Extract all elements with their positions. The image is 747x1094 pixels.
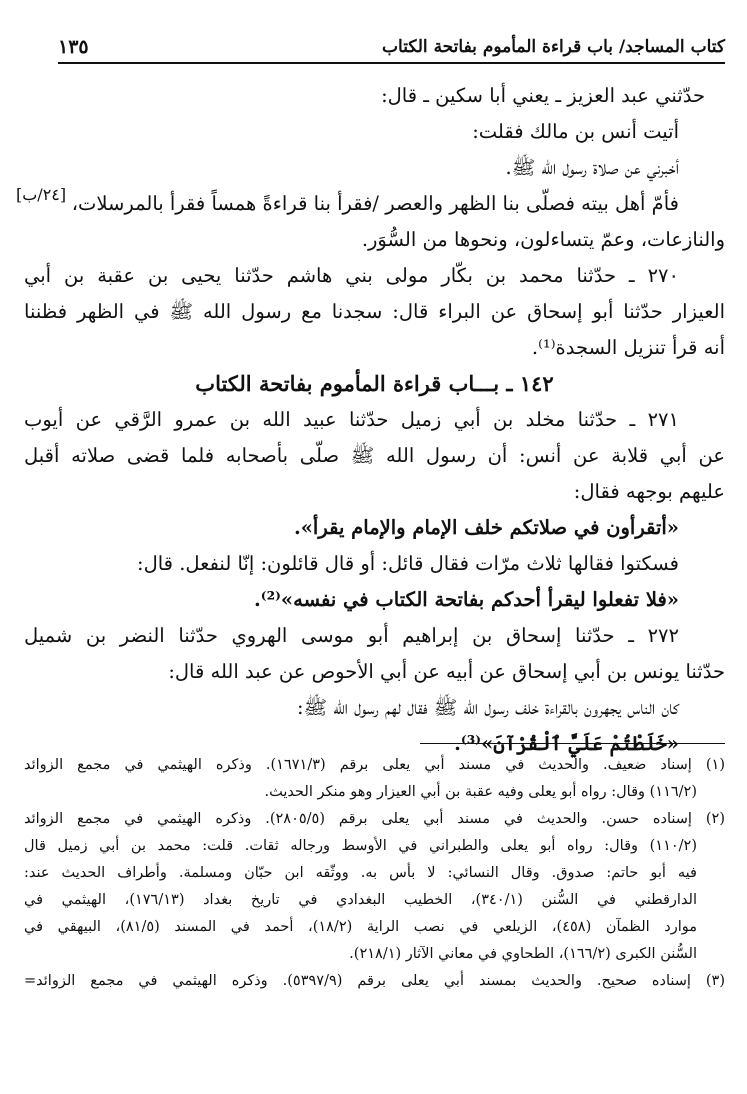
footnote-line: موارد الظمآن (٤٥٨)، الزيلعي في نصب الراية (١٨/٢)، أحمد في المسند (٨١/٥)، البيهقي في	[24, 919, 698, 935]
text-line: والنازعات، وعمّ يتساءلون، ونحوها من السُّوَر.	[361, 228, 725, 251]
footnote-separator	[420, 743, 725, 744]
chapter-heading: ١٤٢ ـ بـــاب قراءة المأموم بفاتحة الكتاب	[195, 371, 554, 396]
text-line: كان الناس يجهرون بالقراءة خلف رسول الله ﷺ فقال لهم رسول الله ﷺ:	[297, 696, 679, 719]
page-number: ١٣٥	[58, 36, 89, 58]
text-line: فسكتوا فقالها ثلاث مرّات فقال قائل: أو قال قائلون: إنّا لنفعل. قال:	[137, 552, 679, 575]
footnote-line: (١) إسناد ضعيف. والحديث في مسند أبي يعلى برقم (١٦٧١/٣). وذكره الهيثمي في مجمع الزوائد	[24, 757, 725, 773]
footnote-line: (٢) إسناده حسن. والحديث في مسند أبي يعلى برقم (٢٨٠٥/٥). وذكره الهيثمي في مجمع الزوائد	[24, 811, 725, 827]
text-line: حدّثنا يونس بن أبي إسحاق عن أبيه عن أبي الأحوص عن عبد الله قال:	[168, 660, 725, 683]
main-text	[24, 78, 725, 762]
text-line: أتيت أنس بن مالك فقلت:	[472, 120, 679, 143]
footnote-line: فيه أبو حاتم: صدوق. وقال النسائي: لا بأس به. ووثّقه ابن حبّان ومسلمة. وأطراف الحديث عند:	[24, 865, 697, 881]
footnote-line: السُّنن الكبرى (١٦٦/٢)، الطحاوي في معاني الآثار (٢١٨/١).	[349, 946, 697, 962]
footnote-line: الدارقطني في السُّنن (٣٤٠/١)، الخطيب البغدادي في تاريخ بغداد (١٧٦/١٣)، الهيثمي في	[24, 892, 697, 908]
prophetic-quote: «فلا تفعلوا ليقرأ أحدكم بفاتحة الكتاب في نفسه»⁽²⁾.	[253, 588, 679, 611]
text-line: عن أبي قلابة عن أنس: أن رسول الله ﷺ صلّى بأصحابه فلما قضى صلاته أقبل	[24, 444, 725, 467]
footnote-line: (١١٠/٢) وقال: رواه أبو يعلى والطبراني في الأوسط ورجاله ثقات. قلت: محمد بن أبي زميل قال	[24, 838, 697, 854]
running-title: كتاب المساجد/ باب قراءة المأموم بفاتحة الكتاب	[382, 37, 725, 57]
footnote-line: (٣) إسناده صحيح. والحديث بمسند أبي يعلى برقم (٥٣٩٧/٩). وذكره الهيثمي في مجمع الزوائد=	[24, 973, 726, 989]
text-line: فأمّ أهل بيته فصلّى بنا الظهر والعصر /فقرأ بنا قراءةً همساً فقرأ بالمرسلات،	[71, 192, 679, 215]
hadith-272-line: ٢٧٢ ـ حدّثنا إسحاق بن إبراهيم أبو موسى الهروي حدّثنا النضر بن شميل	[24, 624, 679, 647]
text-line: حدّثني عبد العزيز ـ يعني أبا سكين ـ قال:	[381, 84, 705, 107]
text-line: عليهم بوجهه فقال:	[573, 480, 725, 503]
running-header	[58, 32, 725, 64]
footnotes	[24, 752, 725, 995]
text-line: أخبرني عن صلاة رسول الله ﷺ.	[505, 156, 679, 179]
prophetic-quote: «أتقرأون في صلاتكم خلف الإمام والإمام يقرأ».	[293, 516, 679, 539]
text-line: أنه قرأ تنزيل السجدة⁽¹⁾.	[531, 336, 725, 359]
footnote-line: (١١٦/٢) وقال: رواه أبو يعلى وفيه عقبة بن أبي العيزار وهو منكر الحديث.	[264, 784, 697, 800]
hadith-271-line: ٢٧١ ـ حدّثنا مخلد بن أبي زميل حدّثنا عبيد الله بن عمرو الرَّقي عن أيوب	[24, 408, 679, 431]
text-line: العيزار حدّثنا أبو إسحاق عن البراء قال: سجدنا مع رسول الله ﷺ في الظهر فظننا	[24, 300, 725, 323]
margin-reference: [٢٤/ب]	[16, 185, 67, 204]
hadith-270-line: ٢٧٠ ـ حدّثنا محمد بن بكّار مولى بني هاشم حدّثنا يحيى بن عقبة بن أبي	[24, 264, 679, 287]
prophetic-quote: «خَلَطْتُمْ عَلَيَّ ٱلْقُرْآنَ»⁽³⁾.	[454, 732, 679, 755]
